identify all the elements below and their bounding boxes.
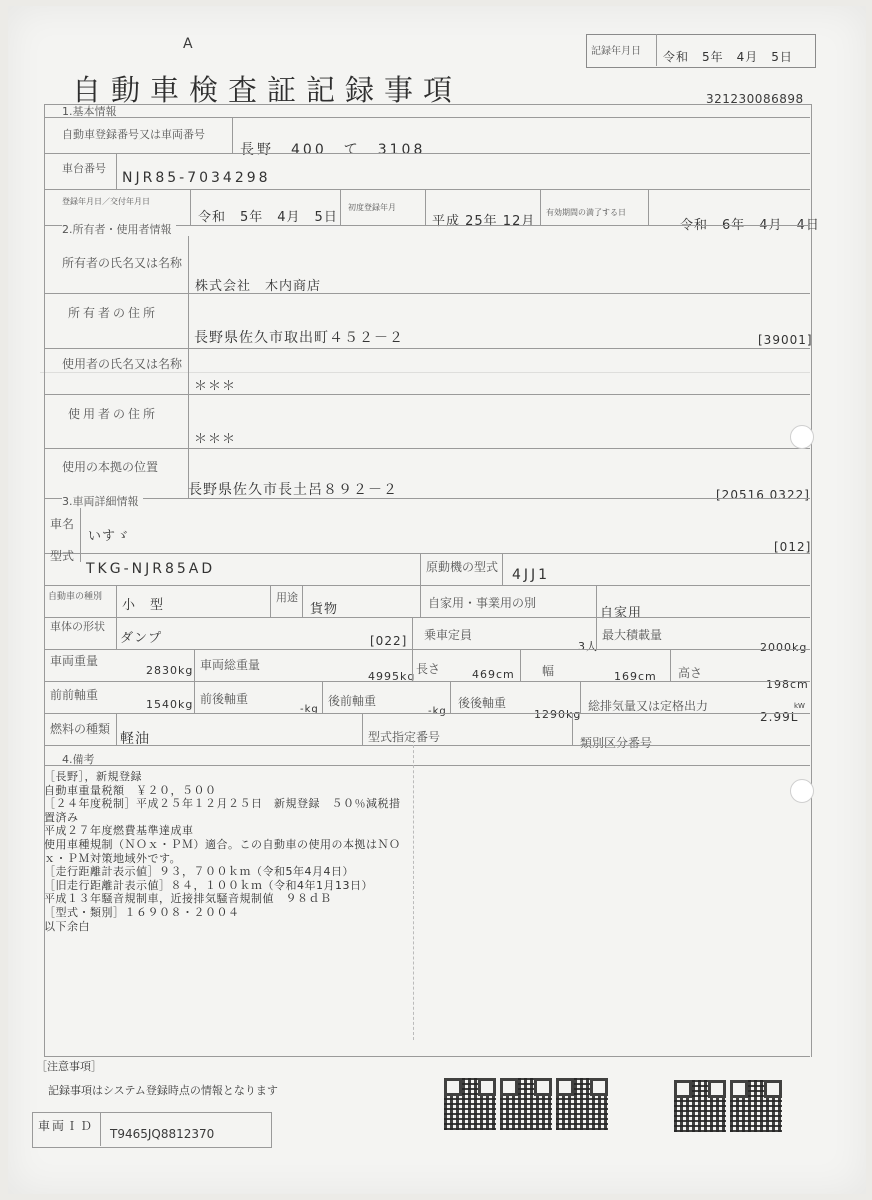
make-label: 車名 xyxy=(50,517,75,531)
section-remarks: 4.備考 xyxy=(62,753,95,766)
chassis-number-label: 車台番号 xyxy=(62,162,106,175)
use-value: 貨物 xyxy=(310,602,339,617)
user-name-value: ＊＊＊ xyxy=(194,379,237,394)
rear-front-axle-value: -kg xyxy=(428,706,447,717)
body-shape-value: ダンプ xyxy=(120,631,163,646)
type-designation-label: 型式指定番号 xyxy=(368,730,441,744)
model-value: TKG-NJR85AD xyxy=(86,561,216,577)
remarks-line: 以下余白 xyxy=(44,919,90,933)
issue-date-label: 登録年月日／交付年月日 xyxy=(62,197,150,206)
length-value: 469cm xyxy=(472,668,515,681)
engine-model-value: 4JJ1 xyxy=(512,567,551,583)
remarks-line: ［走行距離計表示値］９３，７００ｋｍ（令和5年4月4日） xyxy=(44,865,354,879)
front-front-axle-value: 1540kg xyxy=(146,698,194,711)
model-label: 型式 xyxy=(50,549,75,563)
width-label: 幅 xyxy=(542,664,555,678)
vehicle-weight-value: 2830kg xyxy=(146,664,194,677)
front-front-axle-label: 前前軸重 xyxy=(50,688,99,702)
remarks-line: 置済み xyxy=(44,810,79,824)
rear-front-axle-label: 後前軸重 xyxy=(328,694,377,708)
user-name-label: 使用者の氏名又は名称 xyxy=(62,357,183,371)
vehicle-id-value: T9465JQ8812370 xyxy=(110,1127,215,1141)
section-basic-info: 1.基本情報 xyxy=(62,105,117,118)
vehicle-id-label: 車両ＩＤ xyxy=(38,1119,95,1133)
chassis-number-value: NJR85-7034298 xyxy=(122,170,271,186)
make-value: いすゞ xyxy=(88,529,131,544)
gross-weight-value: 4995kg xyxy=(368,670,416,683)
make-code: [012] xyxy=(774,540,812,554)
remarks-line: ［２４年度税制］平成２５年１２月２５日 新規登録 ５０％減税措 xyxy=(44,797,401,811)
rear-rear-axle-label: 後後軸重 xyxy=(458,696,507,710)
issue-date-value: 令和 5年 4月 5日 xyxy=(198,210,338,225)
vehicle-weight-label: 車両重量 xyxy=(50,654,99,668)
height-value: 198cm xyxy=(766,678,809,691)
notes-title: ［注意事項］ xyxy=(36,1060,102,1073)
section-owner-user-info: 2.所有者・使用者情報 xyxy=(62,221,176,237)
expiry-date-value: 令和 6年 4月 4日 xyxy=(680,218,820,233)
section-vehicle-details: 3.車両詳細情報 xyxy=(62,493,143,509)
rear-rear-axle-value: 1290kg xyxy=(534,708,582,721)
capacity-label: 乗車定員 xyxy=(424,628,473,642)
class-number-label: 類別区分番号 xyxy=(580,736,653,750)
owner-address-value: 長野県佐久市取出町４５２－２ xyxy=(194,330,404,346)
owner-address-label: 所有者の住所 xyxy=(68,306,159,320)
displacement-unit: kW xyxy=(794,702,805,710)
record-date-label: 記録年月日 xyxy=(591,46,641,57)
document-number: 321230086898 xyxy=(706,92,804,106)
front-rear-axle-value: -kg xyxy=(300,704,319,715)
base-location-code: [20516 0322] xyxy=(716,488,810,502)
registration-number-value: 長野 400 て 3108 xyxy=(240,142,426,158)
max-load-value: 2000kg xyxy=(760,641,808,654)
body-shape-label: 車体の形状 xyxy=(50,620,105,633)
qr-code xyxy=(730,1080,782,1132)
remarks-text xyxy=(44,770,401,933)
fold-crease xyxy=(413,740,414,1040)
remarks-line: 自動車重量税額 ￥２０，５００ xyxy=(44,783,217,797)
remarks-line: 平成２７年度燃費基準達成車 xyxy=(44,824,194,838)
qr-code xyxy=(556,1078,608,1130)
length-label: 長さ xyxy=(416,662,441,676)
owner-name-label: 所有者の氏名又は名称 xyxy=(62,256,183,270)
registration-number-label: 自動車登録番号又は車両番号 xyxy=(62,128,205,141)
qr-code xyxy=(674,1080,726,1132)
user-address-label: 使用者の住所 xyxy=(68,407,159,421)
qr-code xyxy=(444,1078,496,1130)
displacement-value: 2.99L xyxy=(760,710,799,724)
owner-code: [39001] xyxy=(758,333,813,347)
expiry-date-label: 有効期間の満了する日 xyxy=(546,208,626,217)
body-shape-code: [022] xyxy=(370,634,408,648)
base-location-value: 長野県佐久市長土呂８９２－２ xyxy=(188,482,398,498)
width-value: 169cm xyxy=(614,670,657,683)
use-label: 用途 xyxy=(276,591,298,604)
height-label: 高さ xyxy=(678,666,703,680)
gross-weight-label: 車両総重量 xyxy=(200,658,261,672)
max-load-label: 最大積載量 xyxy=(602,628,663,642)
qr-code xyxy=(500,1078,552,1130)
owner-name-value: 株式会社 木内商店 xyxy=(195,279,322,294)
engine-model-label: 原動機の型式 xyxy=(426,560,499,574)
private-business-value: 自家用 xyxy=(600,606,643,621)
form-code: A xyxy=(183,36,193,52)
remarks-line: ［長野］，新規登録 xyxy=(44,770,142,783)
private-business-label: 自家用・事業用の別 xyxy=(428,596,537,610)
vehicle-kind-label: 自動車の種別 xyxy=(48,592,103,602)
fuel-type-value: 軽油 xyxy=(120,731,150,747)
capacity-value: 3人 xyxy=(578,640,598,653)
vehicle-kind-value: 小 型 xyxy=(122,598,165,613)
user-address-value: ＊＊＊ xyxy=(194,432,237,447)
first-registration-label: 初度登録年月 xyxy=(348,203,396,212)
record-date-value: 令和 5年 4月 5日 xyxy=(663,50,793,64)
remarks-line: 使用車種規制（ＮＯｘ・ＰＭ）適合。この自動車の使用の本拠はＮＯ xyxy=(44,837,401,851)
first-registration-value: 平成 25年 12月 xyxy=(432,214,536,229)
remarks-line: 平成１３年騒音規制車，近接排気騒音規制値 ９８ｄＢ xyxy=(44,892,332,906)
punch-hole xyxy=(790,779,814,803)
remarks-line: ［旧走行距離計表示値］８４，１００ｋｍ（令和4年1月13日） xyxy=(44,878,373,892)
remarks-line: ［型式・類別］１６９０８・２００４ xyxy=(44,905,240,919)
fuel-type-label: 燃料の種類 xyxy=(50,722,111,736)
base-location-label: 使用の本拠の位置 xyxy=(62,460,159,474)
displacement-label: 総排気量又は定格出力 xyxy=(588,699,709,713)
notes-text: 記録事項はシステム登録時点の情報となります xyxy=(48,1084,278,1097)
punch-hole xyxy=(790,425,814,449)
page-title: 自動車検査証記録事項 xyxy=(72,73,463,107)
front-rear-axle-label: 前後軸重 xyxy=(200,692,249,706)
remarks-line: ｘ・ＰＭ対策地域外です。 xyxy=(44,851,182,865)
